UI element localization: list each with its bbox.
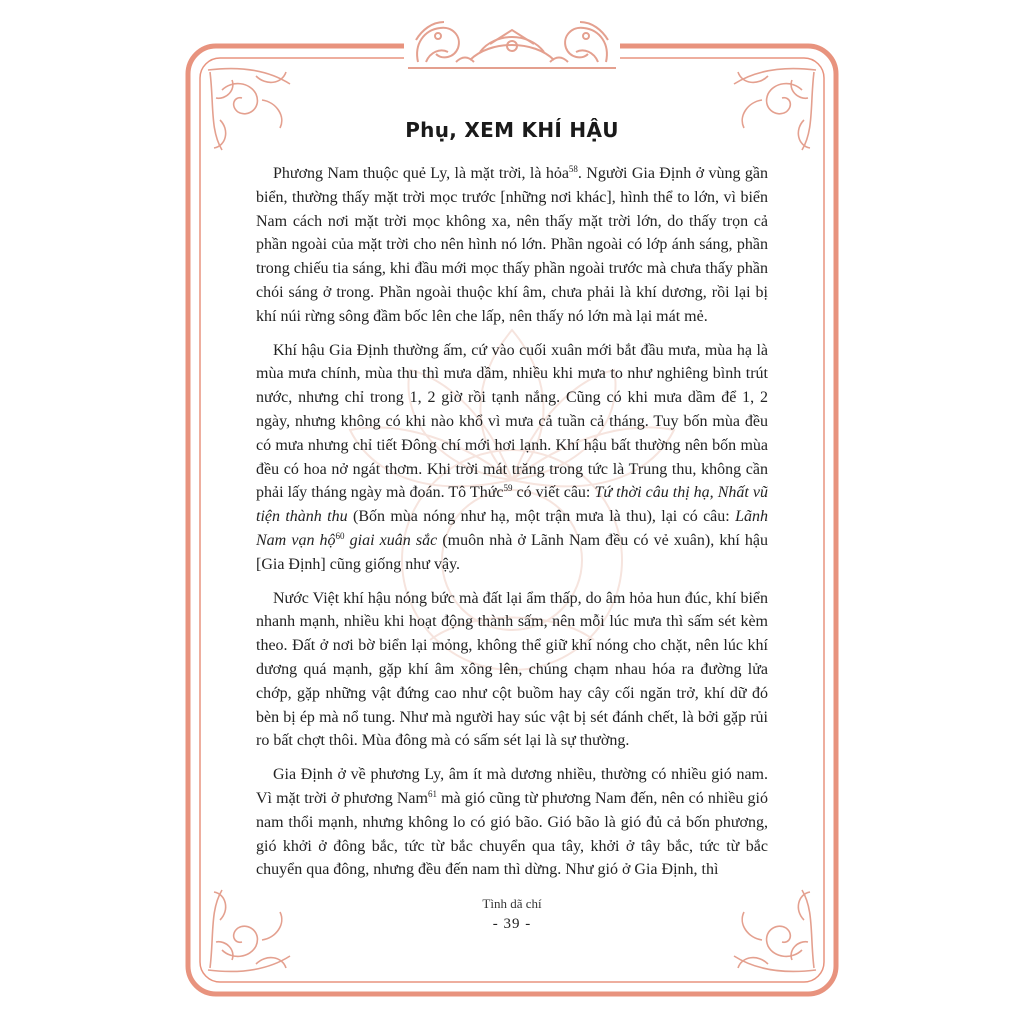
paragraph-text: có viết câu:	[512, 484, 595, 502]
paragraph-text: . Người Gia Định ở vùng gần biển, thường thấy mặt trời mọc trước [những nơi khác], hình thể to lớn, vì biển Nam cách nơi mặt trời mọc không xa, nên thấy mặt trời lớn, do thấy trọn cả phần ngoài của mặt trời cho nên hình nó lớn. Phần ngoài có lớp ánh sáng, phần trong chiếu tia sáng, khi đầu mới mọc thấy phần ngoài trước mà chưa thấy phần chói sáng ở trong. Phần ngoài thuộc khí âm, chưa phải là khí dương, rồi lại bị khí núi rừng sông đầm bốc lên che lấp, nên thấy nó lớn mà lại mát mẻ.	[256, 165, 769, 325]
page-title: Phụ, XEM KHÍ HẬU	[405, 118, 619, 142]
footnote-ref: 59	[503, 483, 513, 494]
footnote-ref: 60	[335, 530, 345, 541]
paragraph-text: Phương Nam thuộc quẻ Ly, là mặt trời, là hỏa	[273, 165, 569, 182]
italic-quote: Tứ thời câu thị hạ, Nhất vũ tiện thành thu	[256, 484, 769, 526]
paragraph-text: Gia Định ở về phương Ly, âm ít mà dương nhiều, thường có nhiều gió nam. Vì mặt trời ở phương Nam	[256, 766, 768, 807]
body-paragraph	[256, 587, 768, 754]
paragraph-text: Nước Việt khí hậu nóng bức mà đất lại ẩm thấp, do âm hỏa hun đúc, khí biển nhanh mạnh, nhiều khi hoạt động thành sấm, nên mỗi lúc mưa thì sấm sét kèm theo. Đất ở nơi bờ biển lại mỏng, không thể giữ khí nóng cho chặt, nên lúc khí dương quá mạnh, gặp khí âm xông lên, chúng chạm nhau hóa ra đường lửa chớp, gặp những vật đứng cao như cột buồm hay cây cối ngăn trở, khí dữ đó bèn bị ép mà nổ tung. Như mà người hay súc vật bị sét đánh chết, là bởi gặp rủi ro bất chợt thôi. Mùa đông mà có sấm sét lại là sự thường.	[256, 589, 768, 750]
footnote-ref: 58	[568, 164, 578, 174]
paragraph-text: (muôn nhà ở Lãnh Nam đều có vẻ xuân), khí hậu [Gia Định] cũng giống như vậy.	[256, 531, 768, 573]
footer-book-title: Tình dã chí	[482, 896, 542, 911]
italic-quote: Lãnh Nam vạn hộ	[256, 508, 768, 549]
body-paragraph	[256, 339, 768, 577]
body-paragraph	[256, 763, 768, 882]
paragraph-text: mà gió cũng từ phương Nam đến, nên có nhiều gió nam thổi mạnh, nhưng không lo có gió bão. Gió bão là gió đủ cả bốn phương, gió khởi ở đông bắc, tức từ bắc chuyển qua tây, khởi ở tây bắc, tức từ bắc chuyển qua đông, nhưng đều đến nam thì dừng. Như gió ở Gia Định, thì	[256, 789, 768, 879]
italic-quote: giai xuân sắc	[344, 531, 438, 549]
paragraph-text: Khí hậu Gia Định thường ấm, cứ vào cuối xuân mới bắt đầu mưa, mùa hạ là mùa mưa chính, mùa thu thì mưa dầm, nhiều khi mưa to như nghiêng bình trút nước, nhưng chỉ trong 1, 2 giờ rồi tạnh nắng. Cũng có khi mưa dầm để 1, 2 ngày, nhưng không có khi nào khổ vì mưa cả tuần cả tháng. Tuy bốn mùa đều có mưa nhưng chỉ tiết Đông chí mới hơi lạnh. Khí hậu bất thường nên bốn mùa đều có hoa nở ngát thơm. Khi trời mát trăng trong tức là Trung thu, không cần phải lấy tháng ngày mà đoán. Tô Thức	[256, 341, 768, 502]
footnote-ref: 61	[427, 788, 437, 799]
body-paragraph	[256, 162, 768, 329]
page-number: - 39 -	[492, 916, 532, 932]
body-text	[256, 162, 768, 892]
paragraph-text: (Bốn mùa nóng như hạ, một trận mưa là thu), lại có câu:	[347, 508, 736, 526]
